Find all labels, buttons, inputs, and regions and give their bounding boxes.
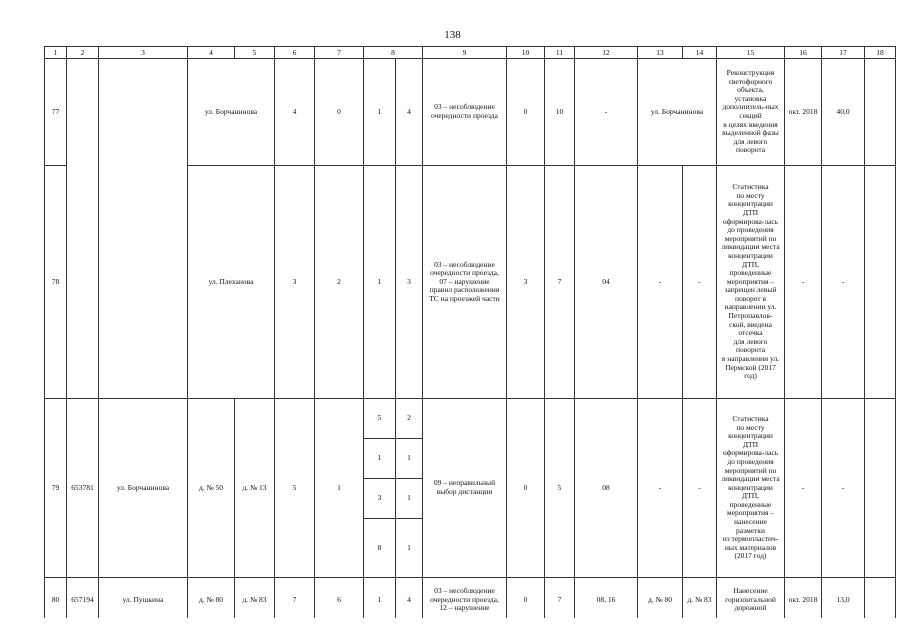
cell-c8a: 1 [364,578,396,623]
table-row-80 [45,578,896,623]
cell-c16: - [785,399,822,578]
cell-measure: Реконструкция светофорного объекта, установка дополнитель-ных секций в целях введения выделенной фазы для левого поворота [717,59,785,166]
cell-c12: 08 [575,399,638,578]
cell-c18 [865,166,896,399]
col-header: 8 [364,47,423,59]
cell-c5: д. № 13 [235,399,275,578]
col-header: 11 [545,47,575,59]
cell-c8b: 1 [396,479,423,519]
cell-street-segment: ул. Борчанинова [188,59,275,166]
cell-c8b: 2 [396,399,423,439]
cell-measure: Статистика по месту концентрации ДТП оформирова-лась до проведения мероприятий по ликвидации места концентрации ДТП, проведенные мероприятия – нанесение разметки из термопластич- ных материалов (2017 год) [717,399,785,578]
cell-code: 657194 [67,578,99,623]
cell-c8b: 4 [396,59,423,166]
cell-violation: 03 – несоблюдение очередности проезда [423,59,507,166]
cell-street-segment: ул. Плеханова [188,166,275,399]
cell-c8b: 1 [396,519,423,578]
cell-c12: 08, 16 [575,578,638,623]
row-number: 78 [45,166,67,399]
cell-c12: 04 [575,166,638,399]
cell-c6: 3 [275,166,315,399]
col-header: 6 [275,47,315,59]
col-header: 9 [423,47,507,59]
cell-c10: 0 [507,59,545,166]
col-header: 14 [683,47,717,59]
cell-c11: 7 [545,166,575,399]
cell-c13: - [638,166,683,399]
page-bottom-crop [0,618,905,639]
col-header: 12 [575,47,638,59]
cell-c12: - [575,59,638,166]
col-header: 10 [507,47,545,59]
cell-code: 653781 [67,399,99,578]
cell-c8a: 8 [364,519,396,578]
cell-c11: 10 [545,59,575,166]
cell-c8a: 3 [364,479,396,519]
cell-c14: д. № 83 [683,578,717,623]
col-header: 18 [865,47,896,59]
cell-code [67,59,99,399]
cell-c8a: 5 [364,399,396,439]
cell-street: ул. Пушкина [99,578,188,623]
data-table [44,46,896,623]
cell-c10: 3 [507,166,545,399]
cell-c17: 40,0 [822,59,865,166]
header-row [45,47,896,59]
cell-c8b: 1 [396,439,423,479]
col-header: 16 [785,47,822,59]
cell-c4: д. № 50 [188,399,235,578]
cell-c16: - [785,166,822,399]
col-header: 5 [235,47,275,59]
cell-c5: д. № 83 [235,578,275,623]
row-number: 80 [45,578,67,623]
cell-violation: 09 – неправильный выбор дистанции [423,399,507,578]
cell-c4: д. № 80 [188,578,235,623]
cell-c14: - [683,399,717,578]
cell-c14: - [683,166,717,399]
row-number: 77 [45,59,67,166]
cell-c8b: 3 [396,166,423,399]
col-header: 1 [45,47,67,59]
cell-c10: 0 [507,578,545,623]
col-header: 17 [822,47,865,59]
cell-c17: 13,0 [822,578,865,623]
col-header: 2 [67,47,99,59]
table-row-77 [45,59,896,166]
cell-c17: - [822,166,865,399]
cell-c6: 5 [275,399,315,578]
cell-street: ул. Борчанинова [99,399,188,578]
cell-c13: д. № 80 [638,578,683,623]
cell-c11: 7 [545,578,575,623]
cell-c6: 7 [275,578,315,623]
cell-measure: Нанесение горизонтальной дорожной [717,578,785,623]
table-row-79 [45,399,896,439]
cell-c18 [865,399,896,578]
cell-measure: Статистика по месту концентрации ДТП оформирова-лась до проведения мероприятий по ликвидации места концентрации ДТП, проведенные мероприятия – запрещен левый поворот в направлении ул. Петропавлов- ской, введена отсечка для левого поворота в направлении ул. Пермской (2017 год) [717,166,785,399]
cell-violation: 03 – несоблюдение очередности проезда, 12 – нарушение [423,578,507,623]
cell-c13: - [638,399,683,578]
cell-c6: 4 [275,59,315,166]
cell-violation: 03 – несоблюдение очередности проезда, 07 – нарушение правил расположения ТС на проезжей части [423,166,507,399]
col-header: 13 [638,47,683,59]
cell-c10: 0 [507,399,545,578]
cell-c8a: 1 [364,439,396,479]
col-header: 15 [717,47,785,59]
cell-street [99,59,188,399]
cell-c8a: 1 [364,59,396,166]
cell-c17: - [822,399,865,578]
page-number: 138 [444,29,461,41]
cell-c7: 0 [315,59,364,166]
col-header: 4 [188,47,235,59]
cell-c18 [865,59,896,166]
cell-c8a: 1 [364,166,396,399]
cell-c8b: 4 [396,578,423,623]
cell-c11: 5 [545,399,575,578]
row-number: 79 [45,399,67,578]
col-header: 3 [99,47,188,59]
cell-c16: окт. 2018 [785,59,822,166]
cell-c16: окт. 2018 [785,578,822,623]
cell-c7: 6 [315,578,364,623]
cell-c7: 2 [315,166,364,399]
cell-c18 [865,578,896,623]
col-header: 7 [315,47,364,59]
cell-c13: ул. Борчанинова [638,59,717,166]
cell-c7: 1 [315,399,364,578]
